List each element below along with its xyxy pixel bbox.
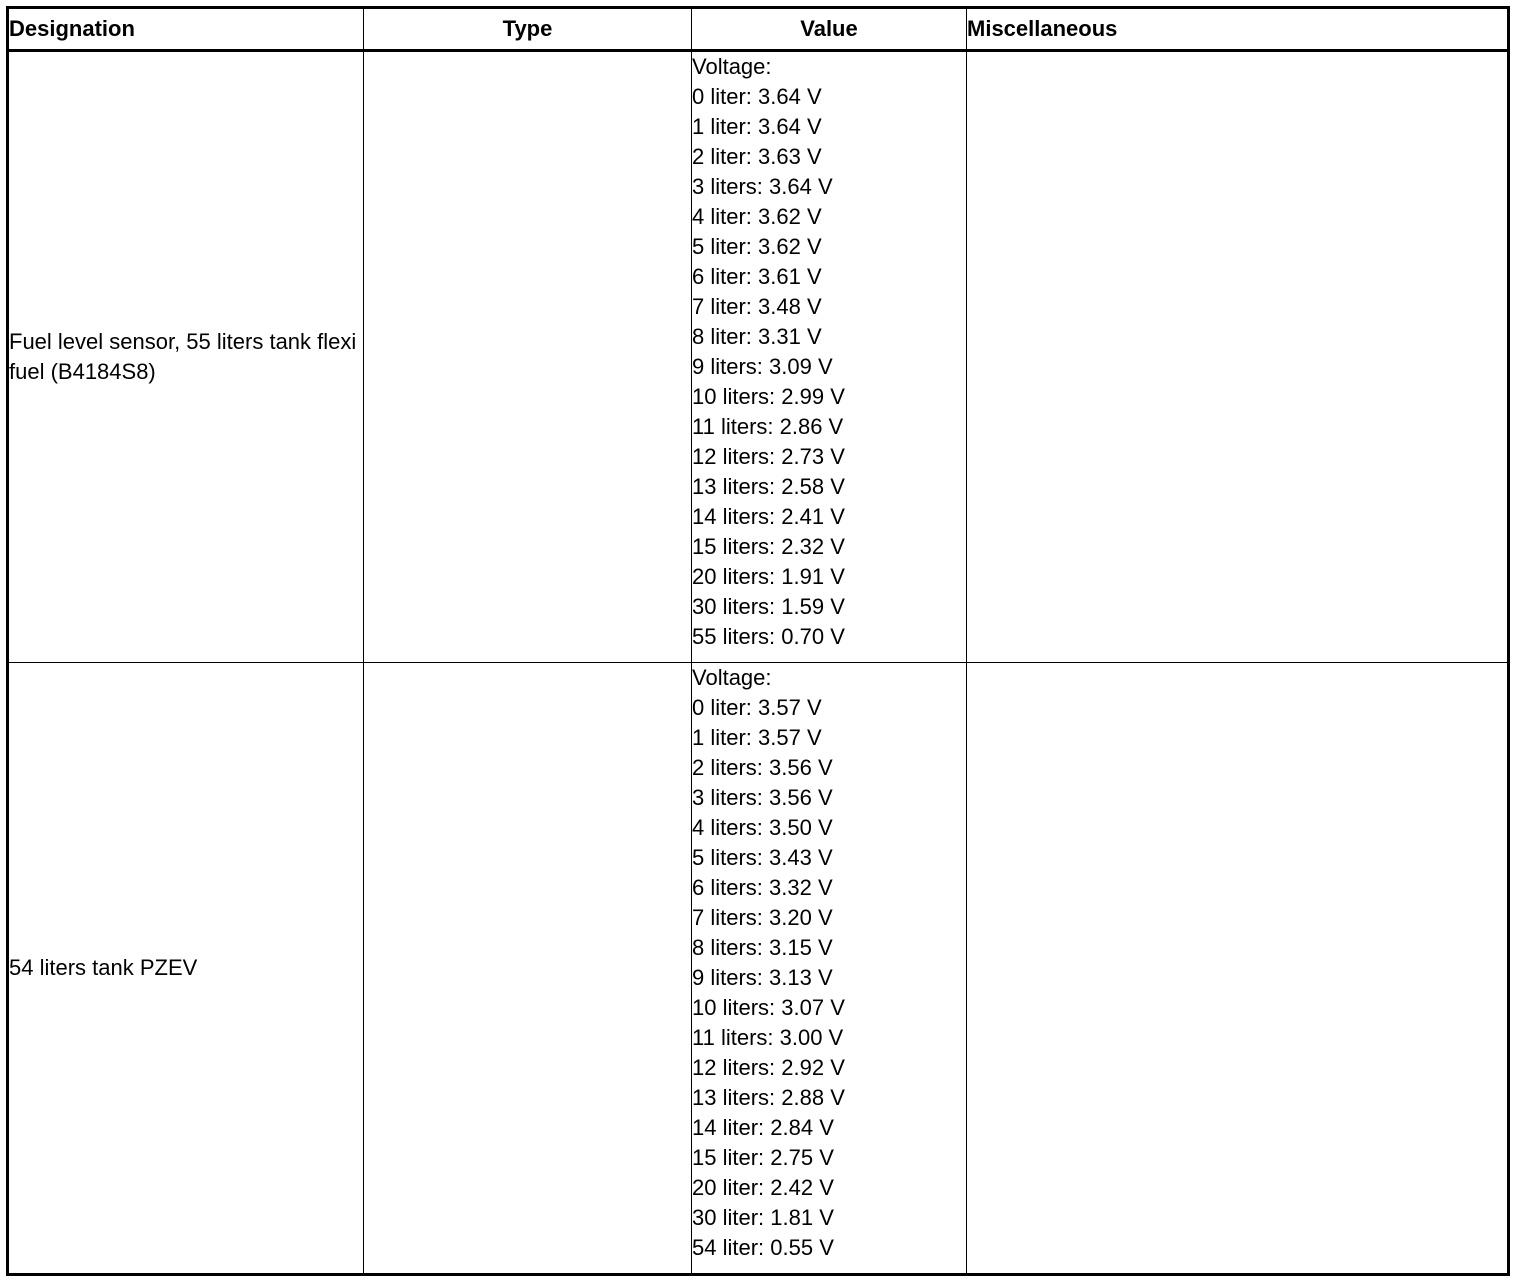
table-row [8,663,1509,1275]
voltage-reading: 3 liters: 3.64 V [692,174,833,199]
voltage-reading: 55 liters: 0.70 V [692,624,845,649]
voltage-reading: 13 liters: 2.58 V [692,474,845,499]
voltage-reading: 5 liters: 3.43 V [692,845,833,870]
voltage-reading: 54 liter: 0.55 V [692,1235,834,1260]
voltage-reading: 5 liter: 3.62 V [692,234,822,259]
voltage-reading: 10 liters: 3.07 V [692,995,845,1020]
value-cell [692,663,967,1275]
header-type: Type [364,8,692,51]
voltage-reading: 7 liter: 3.48 V [692,294,822,319]
value-title: Voltage: [692,54,772,79]
voltage-reading: 2 liters: 3.56 V [692,755,833,780]
voltage-reading: 9 liters: 3.09 V [692,354,833,379]
voltage-reading: 8 liter: 3.31 V [692,324,822,349]
voltage-reading: 14 liters: 2.41 V [692,504,845,529]
voltage-reading: 2 liter: 3.63 V [692,144,822,169]
voltage-reading: 9 liters: 3.13 V [692,965,833,990]
voltage-reading: 4 liters: 3.50 V [692,815,833,840]
header-value: Value [692,8,967,51]
value-cell [692,51,967,663]
voltage-reading: 15 liters: 2.32 V [692,534,845,559]
header-row [8,8,1509,51]
voltage-reading: 15 liter: 2.75 V [692,1145,834,1170]
type-cell [364,663,692,1275]
voltage-reading: 7 liters: 3.20 V [692,905,833,930]
voltage-reading: 8 liters: 3.15 V [692,935,833,960]
voltage-reading: 3 liters: 3.56 V [692,785,833,810]
voltage-reading: 13 liters: 2.88 V [692,1085,845,1110]
voltage-reading: 30 liters: 1.59 V [692,594,845,619]
table-header [8,8,1509,51]
voltage-reading: 6 liters: 3.32 V [692,875,833,900]
voltage-reading: 12 liters: 2.92 V [692,1055,845,1080]
voltage-reading: 30 liter: 1.81 V [692,1205,834,1230]
voltage-reading: 10 liters: 2.99 V [692,384,845,409]
voltage-reading: 1 liter: 3.57 V [692,725,822,750]
voltage-reading: 1 liter: 3.64 V [692,114,822,139]
table-row [8,51,1509,663]
designation-cell: 54 liters tank PZEV [8,663,364,1275]
voltage-reading: 14 liter: 2.84 V [692,1115,834,1140]
header-designation: Designation [8,8,364,51]
voltage-reading: 11 liters: 3.00 V [692,1025,844,1050]
voltage-reading: 6 liter: 3.61 V [692,264,822,289]
header-miscellaneous: Miscellaneous [967,8,1509,51]
miscellaneous-cell [967,663,1509,1275]
voltage-reading: 0 liter: 3.57 V [692,695,822,720]
voltage-reading: 0 liter: 3.64 V [692,84,822,109]
voltage-reading: 12 liters: 2.73 V [692,444,845,469]
type-cell [364,51,692,663]
miscellaneous-cell [967,51,1509,663]
value-title: Voltage: [692,665,772,690]
voltage-reading: 20 liters: 1.91 V [692,564,845,589]
table-body [8,51,1509,1275]
designation-cell: Fuel level sensor, 55 liters tank flexi fuel (B4184S8) [8,51,364,663]
specification-table [6,6,1510,1276]
voltage-reading: 20 liter: 2.42 V [692,1175,834,1200]
voltage-reading: 11 liters: 2.86 V [692,414,844,439]
voltage-reading: 4 liter: 3.62 V [692,204,822,229]
